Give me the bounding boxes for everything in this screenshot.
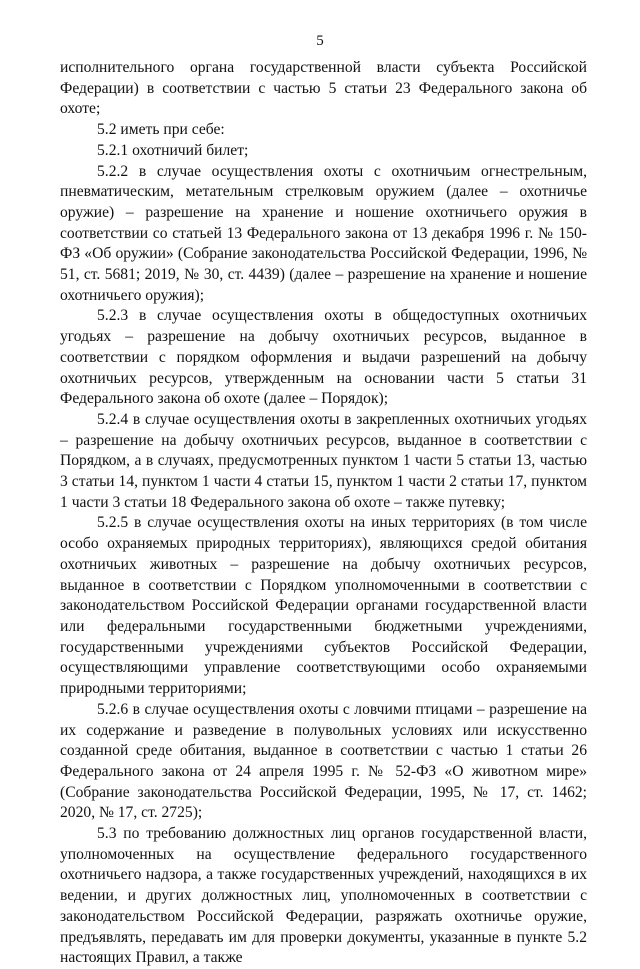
paragraph-5-3: 5.3 по требованию должностных лиц органов государственной власти, уполномоченных на осуществление федерального государственного охотничьего надзора, а также государственных учреждений, находящихся в их ведении, и других должностных лиц, уполномоченных в соответствии с законодательством Российской Федерации, разряжать охотничье оружие, предъявлять, передавать им для проверки документы, указанные в пункте 5.2 настоящих Правил, а также (60, 825, 587, 967)
paragraph-continuation: исполнительного органа государственной власти субъекта Российской Федерации) в соответствии с частью 5 статьи 23 Федерального закона об охоте; (60, 59, 587, 118)
paragraph-5-2-4: 5.2.4 в случае осуществления охоты в закрепленных охотничьих угодьях – разрешение на добычу охотничьих ресурсов, выданное в соответствии с Порядком, а в случаях, предусмотренных пунктом 1 части 5 статьи 13, частью 3 статьи 14, пунктом 1 части 4 статьи 15, пунктом 1 части 2 статьи 17, пунктом 1 части 3 статьи 18 Федерального закона об охоте – также путевку; (60, 410, 587, 511)
document-body (60, 58, 587, 969)
paragraph-5-2-3: 5.2.3 в случае осуществления охоты в общедоступных охотничьих угодьях – разрешение на добычу охотничьих ресурсов, выданное в соответствии с порядком оформления и выдачи разрешений на добычу охотничьих ресурсов, утвержденным на основании части 5 статьи 31 Федерального закона об охоте (далее – Порядок); (60, 307, 587, 408)
paragraph-5-2-1: 5.2.1 охотничий билет; (97, 141, 249, 159)
paragraph-5-2: 5.2 иметь при себе: (97, 121, 225, 139)
paragraph-5-2-5: 5.2.5 в случае осуществления охоты на иных территориях (в том числе особо охраняемых природных территориях), являющихся средой обитания охотничьих животных – разрешение на добычу охотничьих ресурсов, выданное в соответствии с Порядком уполномоченными в соответствии с законодательством Российской Федерации органами государственной власти или федеральными государственными бюджетными учреждениями, государственными учреждениями субъектов Российской Федерации, осуществляющими управление соответствующими особо охраняемыми природными территориями; (60, 514, 587, 698)
paragraph-5-2-6: 5.2.6 в случае осуществления охоты с ловчими птицами – разрешение на их содержание и разведение в полувольных условиях или искусственно созданной среде обитания, выданное в соответствии с частью 1 статьи 26 Федерального закона от 24 апреля 1995 г. № 52-ФЗ «О животном мире» (Собрание законодательства Российской Федерации, 1995, № 17, ст. 1462; 2020, № 17, ст. 2725); (60, 700, 587, 822)
page-number: 5 (316, 33, 324, 49)
paragraph-5-2-2: 5.2.2 в случае осуществления охоты с охотничьим огнестрельным, пневматическим, метательным стрелковым оружием (далее – охотничье оружие) – разрешение на хранение и ношение охотничьего оружия в соответствии со статьей 13 Федерального закона от 13 декабря 1996 г. № 150-ФЗ «Об оружии» (Собрание законодательства Российской Федерации, 1996, № 51, ст. 5681; 2019, № 30, ст. 4439) (далее – разрешение на хранение и ношение охотничьего оружия); (60, 162, 587, 304)
